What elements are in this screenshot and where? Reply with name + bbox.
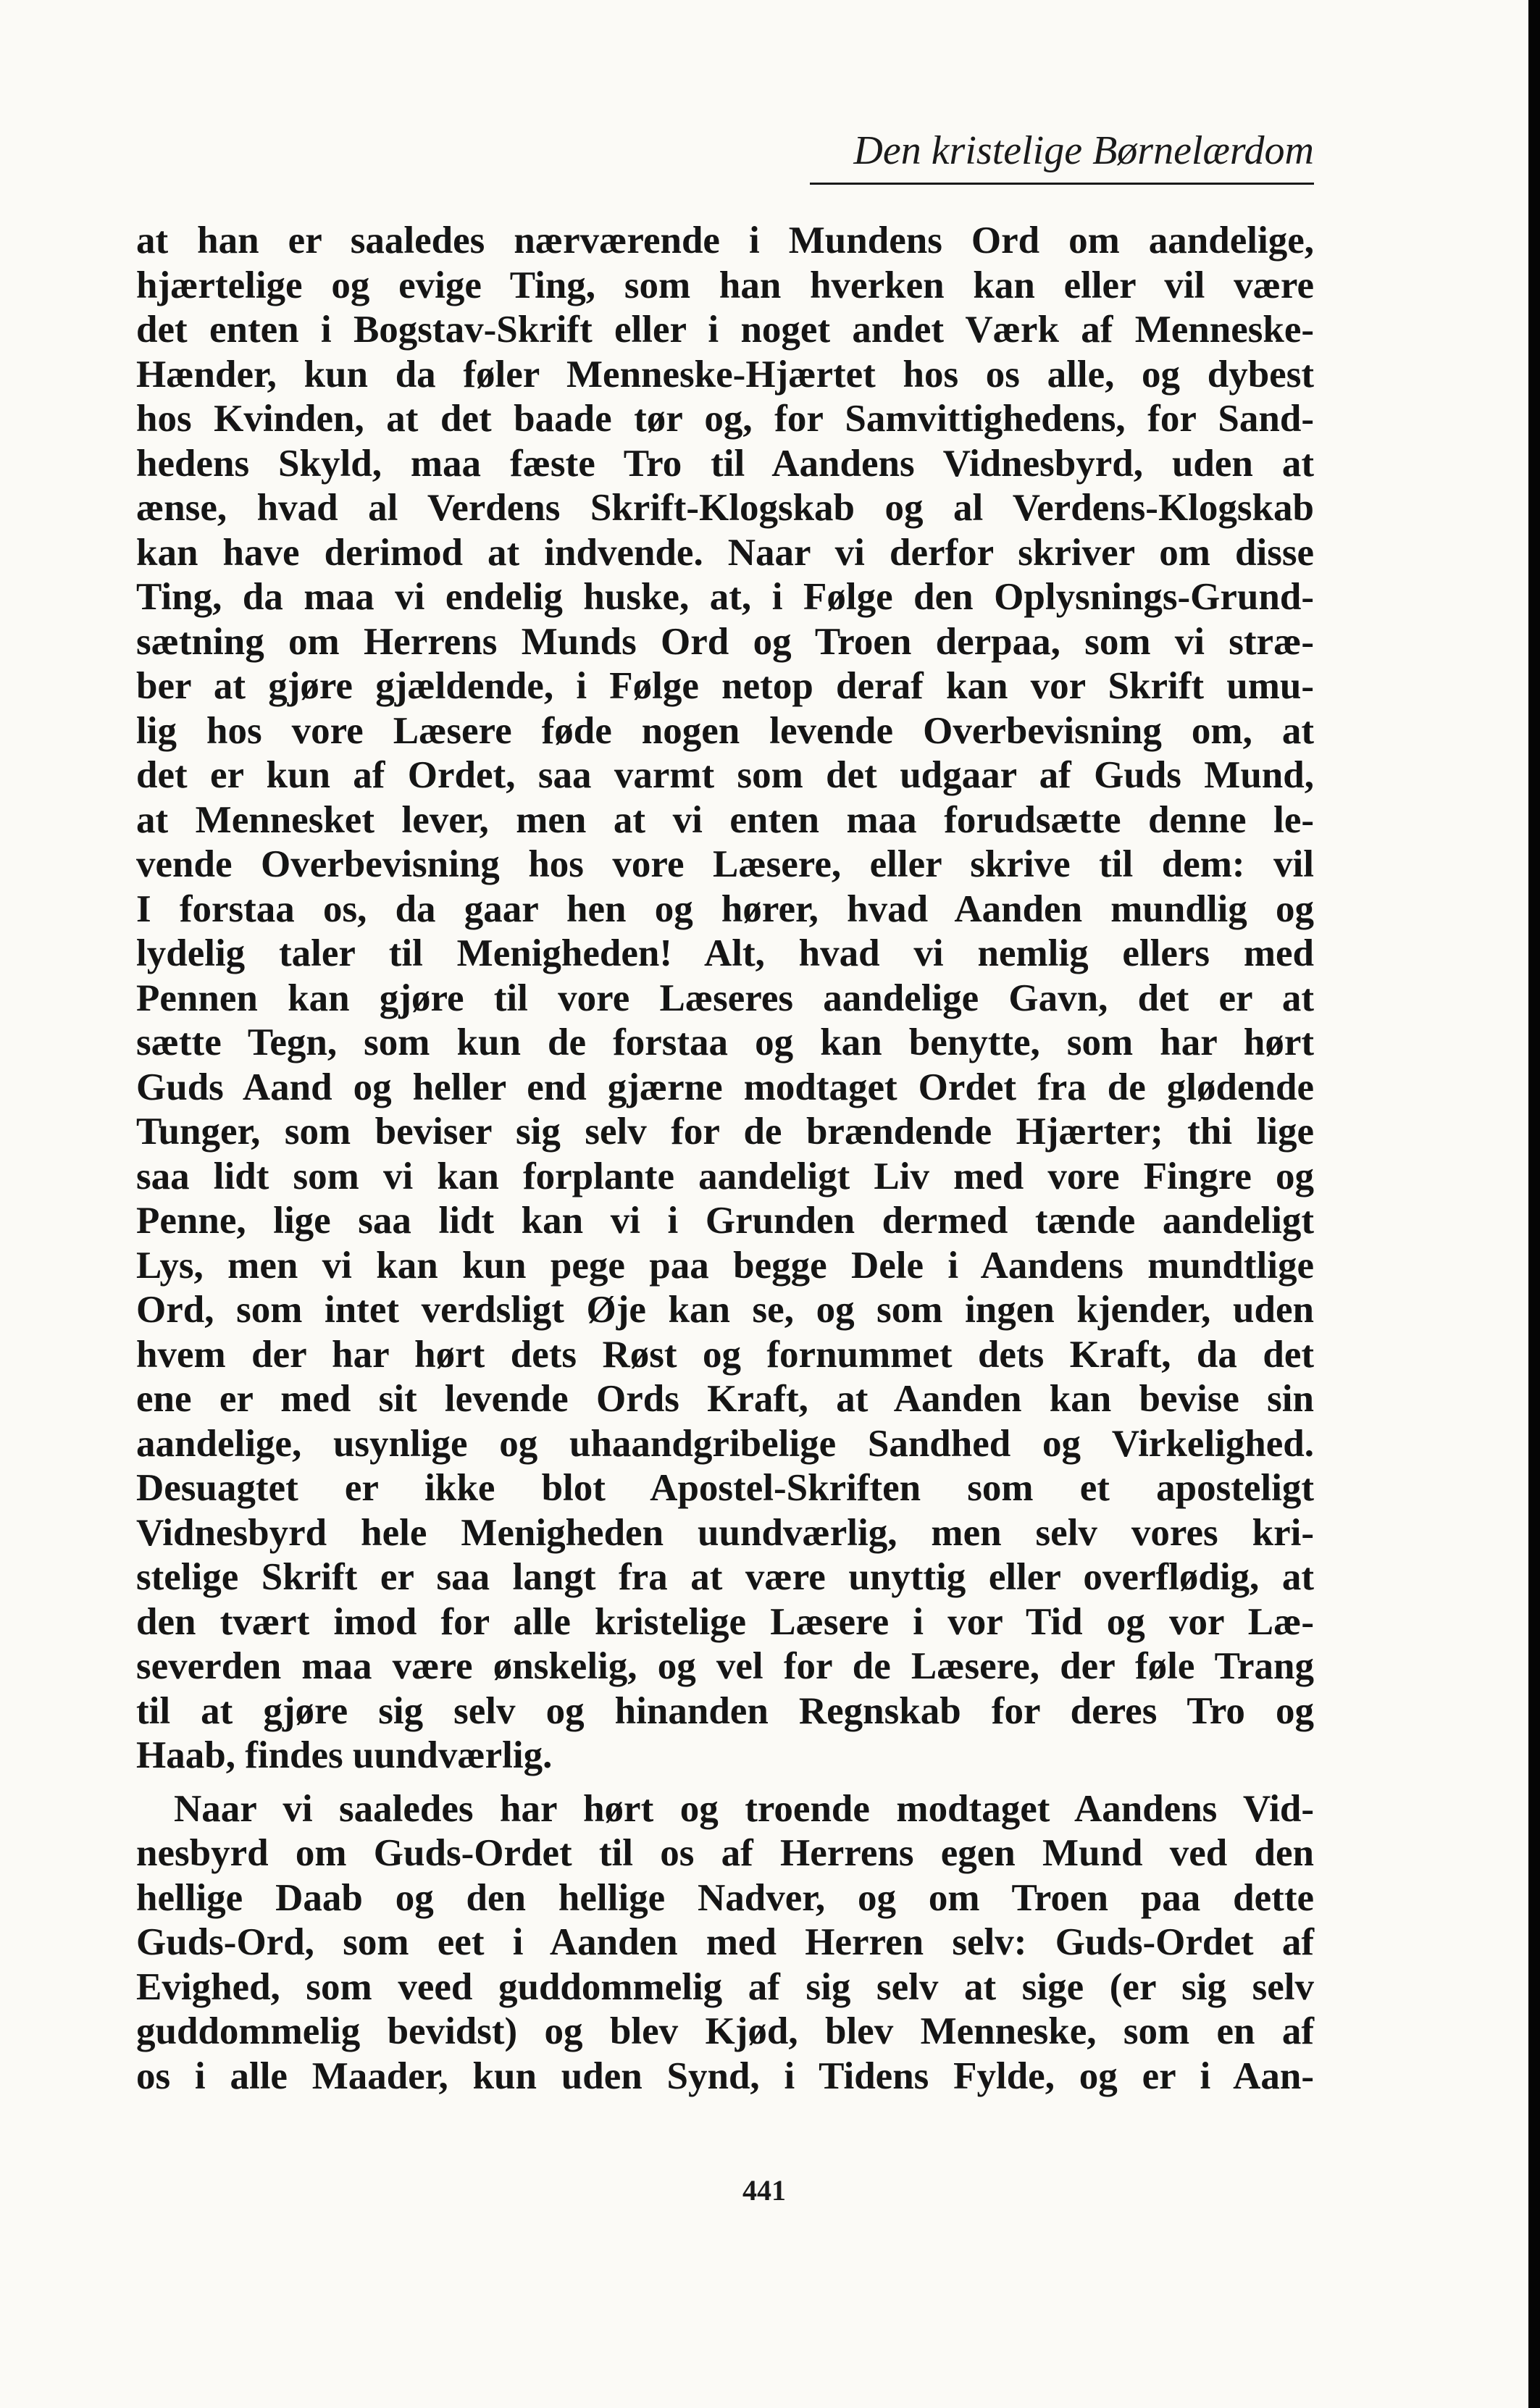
text-line: ber at gjøre gjældende, i Følge netop deraf kan vor Skrift umu- bbox=[136, 665, 1314, 707]
text-line: ene er med sit levende Ords Kraft, at Aanden kan bevise sin bbox=[136, 1378, 1314, 1420]
text-line: Ord, som intet verdsligt Øje kan se, og som ingen kjender, uden bbox=[136, 1289, 1314, 1331]
text-line: hedens Skyld, maa fæste Tro til Aandens Vidnesbyrd, uden at bbox=[136, 442, 1314, 485]
text-line: Naar vi saaledes har hørt og troende modtaget Aandens Vid- bbox=[174, 1787, 1314, 1830]
text-line: severden maa være ønskelig, og vel for de Læsere, der føle Trang bbox=[136, 1645, 1314, 1687]
text-line: stelige Skrift er saa langt fra at være unyttig eller overflødig, at bbox=[136, 1556, 1314, 1598]
text-line: Guds Aand og heller end gjærne modtaget Ordet fra de glødende bbox=[136, 1066, 1314, 1108]
text-line: saa lidt som vi kan forplante aandeligt Liv med vore Fingre og bbox=[136, 1155, 1314, 1197]
text-line: guddommelig bevidst) og blev Kjød, blev Menneske, som en af bbox=[136, 2010, 1314, 2052]
text-line: ænse, hvad al Verdens Skrift-Klogskab og al Verdens-Klogskab bbox=[136, 487, 1314, 529]
scan-border bbox=[1528, 0, 1540, 2408]
paragraph-gap bbox=[136, 1778, 1314, 1787]
text-line: vende Overbevisning hos vore Læsere, eller skrive til dem: vil bbox=[136, 843, 1314, 885]
text-line: os i alle Maader, kun uden Synd, i Tidens Fylde, og er i Aan- bbox=[136, 2054, 1314, 2097]
text-line: Hænder, kun da føler Menneske-Hjærtet hos os alle, og dybest bbox=[136, 353, 1314, 396]
text-line: I forstaa os, da gaar hen og hører, hvad Aanden mundlig og bbox=[136, 887, 1314, 930]
text-line: Ting, da maa vi endelig huske, at, i Følge den Oplysnings-Grund- bbox=[136, 576, 1314, 618]
text-line: Vidnesbyrd hele Menigheden uundværlig, men selv vores kri- bbox=[136, 1511, 1314, 1554]
text-line: at Mennesket lever, men at vi enten maa forudsætte denne le- bbox=[136, 798, 1314, 841]
text-line: Desuagtet er ikke blot Apostel-Skriften som et aposteligt bbox=[136, 1467, 1314, 1509]
text-line: sætning om Herrens Munds Ord og Troen derpaa, som vi stræ- bbox=[136, 620, 1314, 663]
text-line: Evighed, som veed guddommelig af sig selv at sige (er sig selv bbox=[136, 1965, 1314, 2008]
text-line: Haab, findes uundværlig. bbox=[136, 1734, 553, 1776]
text-line: Tunger, som beviser sig selv for de brændende Hjærter; thi lige bbox=[136, 1111, 1314, 1153]
text-line: sætte Tegn, som kun de forstaa og kan benytte, som har hørt bbox=[136, 1021, 1314, 1063]
text-line: Pennen kan gjøre til vore Læseres aandelige Gavn, det er at bbox=[136, 977, 1314, 1019]
text-line: kan have derimod at indvende. Naar vi derfor skriver om disse bbox=[136, 531, 1314, 574]
paragraph-1 bbox=[136, 219, 1314, 1778]
text-line: lydelig taler til Menigheden! Alt, hvad vi nemlig ellers med bbox=[136, 932, 1314, 974]
text-line: aandelige, usynlige og uhaandgribelige Sandhed og Virkelighed. bbox=[136, 1422, 1314, 1465]
running-head-rule bbox=[810, 183, 1314, 185]
text-line: det enten i Bogstav-Skrift eller i noget andet Værk af Menneske- bbox=[136, 309, 1314, 351]
text-line: til at gjøre sig selv og hinanden Regnskab for deres Tro og bbox=[136, 1689, 1314, 1732]
text-line: nesbyrd om Guds-Ordet til os af Herrens egen Mund ved den bbox=[136, 1832, 1314, 1874]
text-line: hos Kvinden, at det baade tør og, for Samvittighedens, for Sand- bbox=[136, 398, 1314, 440]
text-line: Lys, men vi kan kun pege paa begge Dele i Aandens mundtlige bbox=[136, 1244, 1314, 1287]
paragraph-2 bbox=[136, 1787, 1314, 2099]
running-head: Den kristelige Børnelærdom bbox=[853, 128, 1314, 173]
text-line: hellige Daab og den hellige Nadver, og om Troen paa dette bbox=[136, 1876, 1314, 1919]
text-line: Penne, lige saa lidt kan vi i Grunden dermed tænde aandeligt bbox=[136, 1200, 1314, 1242]
text-line: at han er saaledes nærværende i Mundens Ord om aandelige, bbox=[136, 220, 1314, 262]
text-line: hvem der har hørt dets Røst og fornummet dets Kraft, da det bbox=[136, 1333, 1314, 1376]
body-text bbox=[136, 219, 1314, 2099]
text-line: hjærtelige og evige Ting, som han hverken kan eller vil være bbox=[136, 264, 1314, 306]
page-number: 441 bbox=[742, 2174, 786, 2207]
text-line: det er kun af Ordet, saa varmt som det udgaar af Guds Mund, bbox=[136, 754, 1314, 796]
text-line: Guds-Ord, som eet i Aanden med Herren selv: Guds-Ordet af bbox=[136, 1921, 1314, 1963]
text-line: lig hos vore Læsere føde nogen levende Overbevisning om, at bbox=[136, 709, 1314, 752]
text-line: den tvært imod for alle kristelige Læsere i vor Tid og vor Læ- bbox=[136, 1600, 1314, 1643]
